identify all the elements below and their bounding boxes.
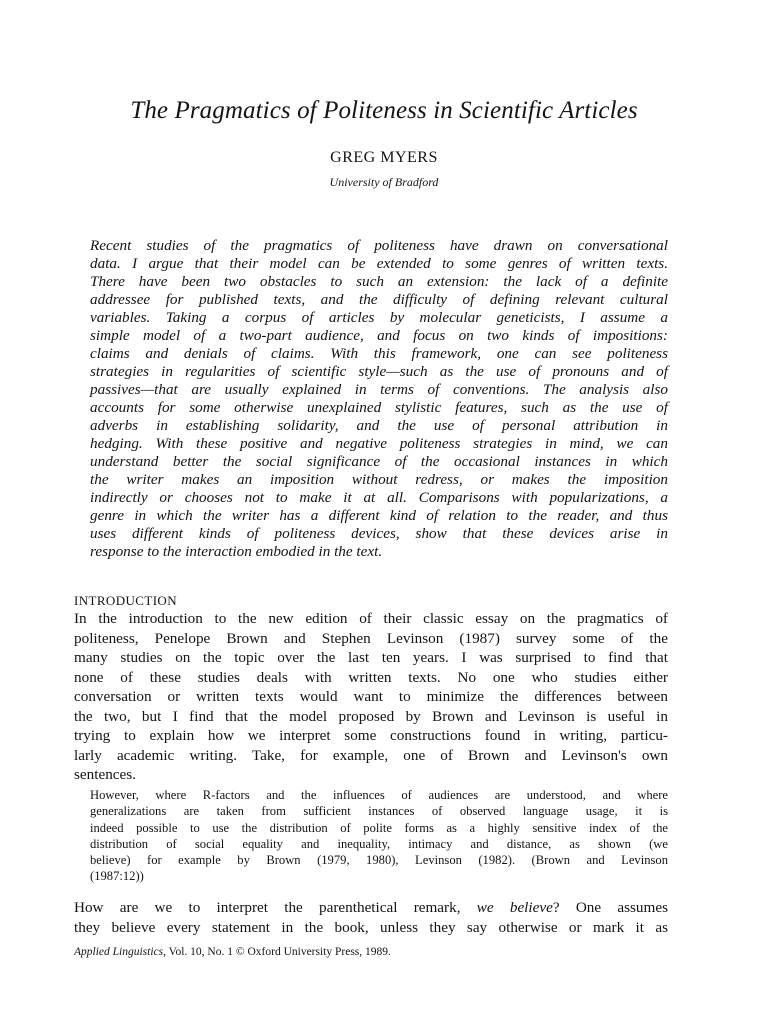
abstract-line: addressee for published texts, and the difficulty of defining relevant cultural [90,291,668,308]
quote-line: distribution of social equality and inequality, intimacy and distance, as shown (we [90,836,668,851]
abstract-line: passives—that are usually explained in terms of conventions. The analysis also [90,381,668,398]
paragraph-line: the two, but I find that the model proposed by Brown and Levinson is useful in [74,707,668,725]
section-heading: INTRODUCTION [74,593,178,608]
abstract [90,237,668,561]
quote-line: indeed possible to use the distribution of polite forms as a highly sensitive index of the [90,820,668,835]
paragraph-line: many studies on the topic over the last ten years. I was surprised to find that [74,649,668,666]
line-text: How are we to interpret the parenthetical remark, [74,899,477,916]
quote-line: generalizations are taken from sufficient instances of observed language usage, it is [90,804,668,819]
author-name: GREG MYERS [330,149,438,166]
abstract-line: claims and denials of claims. With this framework, one can see politeness [90,345,668,362]
abstract-line: genre in which the writer has a different kind of relation to the reader, and thus [90,507,668,524]
author-affiliation: University of Bradford [329,175,439,189]
quote-line: However, where R-factors and the influences of audiences are understood, and where [90,788,668,802]
abstract-line: accounts for some otherwise unexplained stylistic features, such as the use of [90,399,668,416]
paragraph-line: trying to explain how we interpret some constructions found in writing, particu- [74,727,668,744]
abstract-line: Recent studies of the pragmatics of politeness have drawn on conversational [90,237,668,254]
journal-footer [74,946,391,958]
journal-name: Applied Linguistics [74,946,164,958]
paragraph-line: they believe every statement in the book, unless they say otherwise or mark it as [74,918,668,936]
abstract-line: adverbs in establishing solidarity, and the use of personal attribution in [90,417,668,434]
follow-paragraph [74,898,668,937]
article-title: The Pragmatics of Politeness in Scientific Articles [130,97,638,124]
paragraph-line: none of these studies deals with written texts. No one who studies either [74,668,668,686]
line-text: ? One assumes [552,899,668,916]
block-quote [90,787,668,885]
abstract-line: uses different kinds of politeness devices, show that these devices arise in [90,525,668,542]
abstract-line: simple model of a two-part audience, and focus on two kinds of impositions: [90,327,668,344]
paragraph-line: conversation or written texts would want to minimize the differences between [74,688,668,705]
intro-paragraph [74,609,668,785]
paragraph-line: In the introduction to the new edition of their classic essay on the pragmatics of [74,610,668,627]
paragraph-line [74,898,668,918]
quote-line: believe) for example by Brown (1979, 1980), Levinson (1982). (Brown and Levinson [90,853,668,868]
abstract-line: indirectly or chooses not to make it at all. Comparisons with popularizations, a [90,489,668,506]
abstract-line: hedging. With these positive and negative politeness strategies in mind, we can [90,435,668,452]
abstract-line: variables. Taking a corpus of articles by molecular geneticists, I assume a [90,309,668,326]
abstract-line: data. I argue that their model can be extended to some genres of written texts. [90,255,668,272]
abstract-line: There have been two obstacles to such an extension: the lack of a definite [90,273,668,290]
journal-details: , Vol. 10, No. 1 © Oxford University Press, 1989. [163,946,391,958]
paragraph-line: politeness, Penelope Brown and Stephen Levinson (1987) survey some of the [74,629,668,647]
quote-line-last: (1987:12)) [90,869,144,884]
emphasis: we believe [476,899,553,916]
abstract-line-last: response to the interaction embodied in the text. [90,543,383,560]
abstract-line: strategies in regularities of scientific style—such as the use of pronouns and of [90,363,668,380]
paragraph-line: larly academic writing. Take, for example, one of Brown and Levinson's own [74,746,668,764]
abstract-line: the writer makes an imposition without redress, or makes the imposition [90,471,668,488]
paragraph-line-last: sentences. [74,766,136,783]
abstract-line: understand better the social significance of the occasional instances in which [90,453,668,470]
